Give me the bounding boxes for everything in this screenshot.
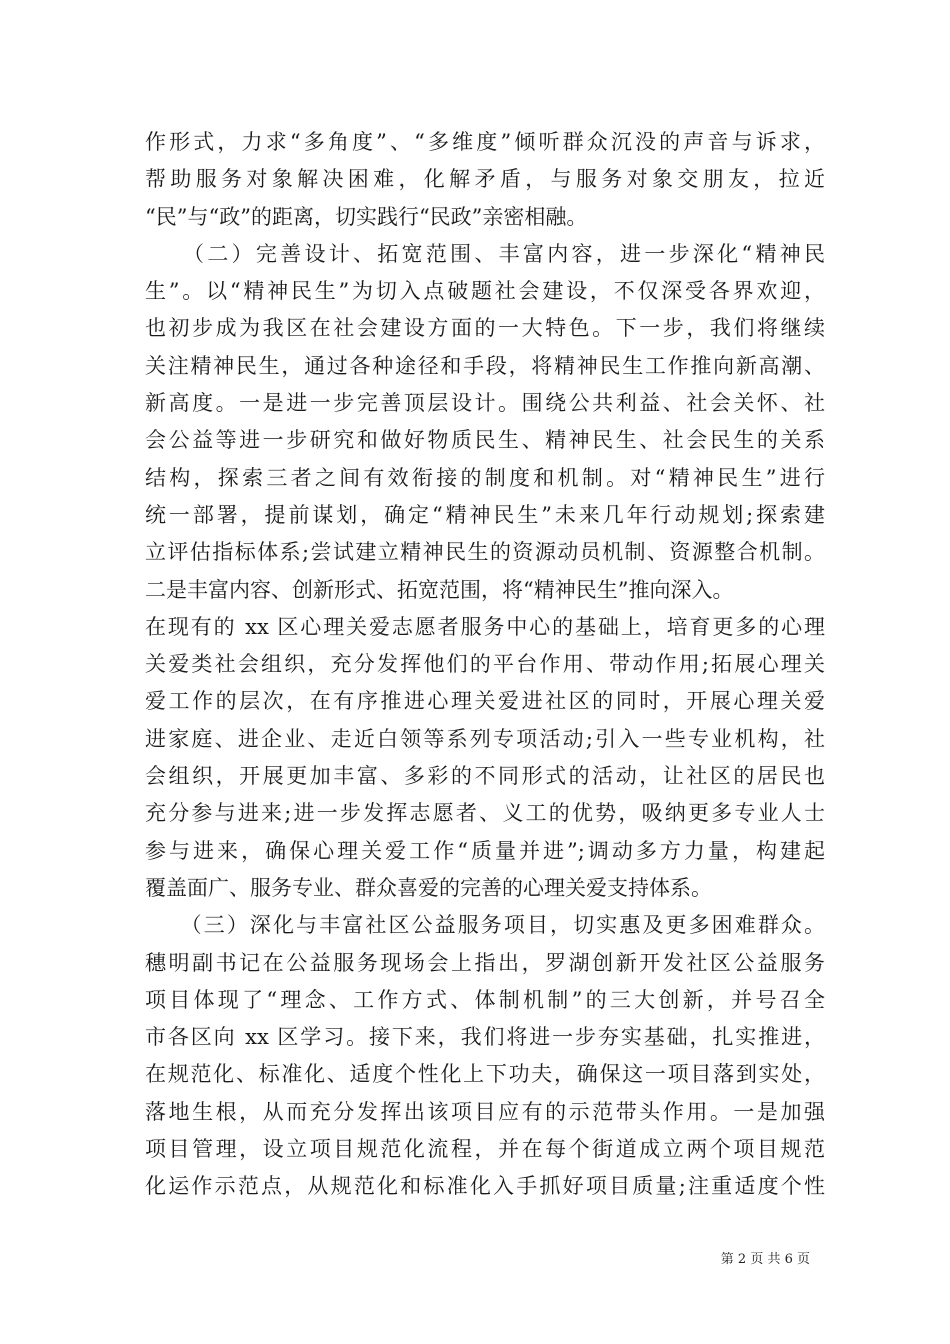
text-line: 充分参与进来;进一步发挥志愿者、义工的优势，吸纳更多专业人士 <box>145 801 825 826</box>
page-number: 第 2 页 共 6 页 <box>720 1252 810 1267</box>
text-line: 也初步成为我区在社会建设方面的一大特色。下一步，我们将继续 <box>145 316 825 341</box>
text-line: 覆盖面广、服务专业、群众喜爱的完善的心理关爱支持体系。 <box>145 875 712 900</box>
text-line: 统一部署，提前谋划，确定“精神民生”未来几年行动规划;探索建 <box>145 502 825 527</box>
text-line: 生”。以“精神民生”为切入点破题社会建设，不仅深受各界欢迎， <box>145 279 825 304</box>
text-line: 立评估指标体系;尝试建立精神民生的资源动员机制、资源整合机制。 <box>145 540 825 565</box>
text-line: 落地生根，从而充分发挥出该项目应有的示范带头作用。一是加强 <box>145 1099 825 1124</box>
text-line: 新高度。一是进一步完善顶层设计。围绕公共利益、社会关怀、社 <box>145 391 825 416</box>
text-line: 在现有的 xx 区心理关爱志愿者服务中心的基础上，培育更多的心理 <box>145 614 825 639</box>
text-line: （三）深化与丰富社区公益服务项目，切实惠及更多困难群众。 <box>145 913 825 938</box>
text-line: 进家庭、进企业、走近白领等系列专项活动;引入一些专业机构，社 <box>145 726 825 751</box>
text-line: 会公益等进一步研究和做好物质民生、精神民生、社会民生的关系 <box>145 428 825 453</box>
text-line: 在规范化、标准化、适度个性化上下功夫，确保这一项目落到实处， <box>145 1062 825 1087</box>
text-line: 关爱类社会组织，充分发挥他们的平台作用、带动作用;拓展心理关 <box>145 652 825 677</box>
text-line: 化运作示范点，从规范化和标准化入手抓好项目质量;注重适度个性 <box>145 1174 825 1199</box>
text-line: 项目管理，设立项目规范化流程，并在每个街道成立两个项目规范 <box>145 1137 825 1162</box>
text-line: 作形式，力求“多角度”、“多维度”倾听群众沉没的声音与诉求， <box>145 130 825 154</box>
text-line: 结构，探索三者之间有效衔接的制度和机制。对“精神民生”进行 <box>145 465 825 490</box>
text-line: “民”与“政”的距离，切实践行“民政”亲密相融。 <box>145 204 588 229</box>
text-line: 穗明副书记在公益服务现场会上指出，罗湖创新开发社区公益服务 <box>145 950 825 975</box>
text-line: 会组织，开展更加丰富、多彩的不同形式的活动，让社区的居民也 <box>145 764 825 789</box>
text-line: 参与进来，确保心理关爱工作“质量并进”;调动多方力量，构建起 <box>145 838 825 863</box>
text-line: 项目体现了“理念、工作方式、体制机制”的三大创新，并号召全 <box>145 987 825 1012</box>
text-line: 爱工作的层次，在有序推进心理关爱进社区的同时，开展心理关爱 <box>145 689 825 714</box>
text-line: 帮助服务对象解决困难，化解矛盾，与服务对象交朋友，拉近 <box>145 167 825 192</box>
text-line: 二是丰富内容、创新形式、拓宽范围，将“精神民生”推向深入。 <box>145 577 734 602</box>
text-line: 关注精神民生，通过各种途径和手段，将精神民生工作推向新高潮、 <box>145 353 825 378</box>
document-body <box>145 124 825 1206</box>
text-line: 市各区向 xx 区学习。接下来，我们将进一步夯实基础，扎实推进， <box>145 1025 825 1050</box>
text-line: （二）完善设计、拓宽范围、丰富内容，进一步深化“精神民 <box>145 241 825 266</box>
